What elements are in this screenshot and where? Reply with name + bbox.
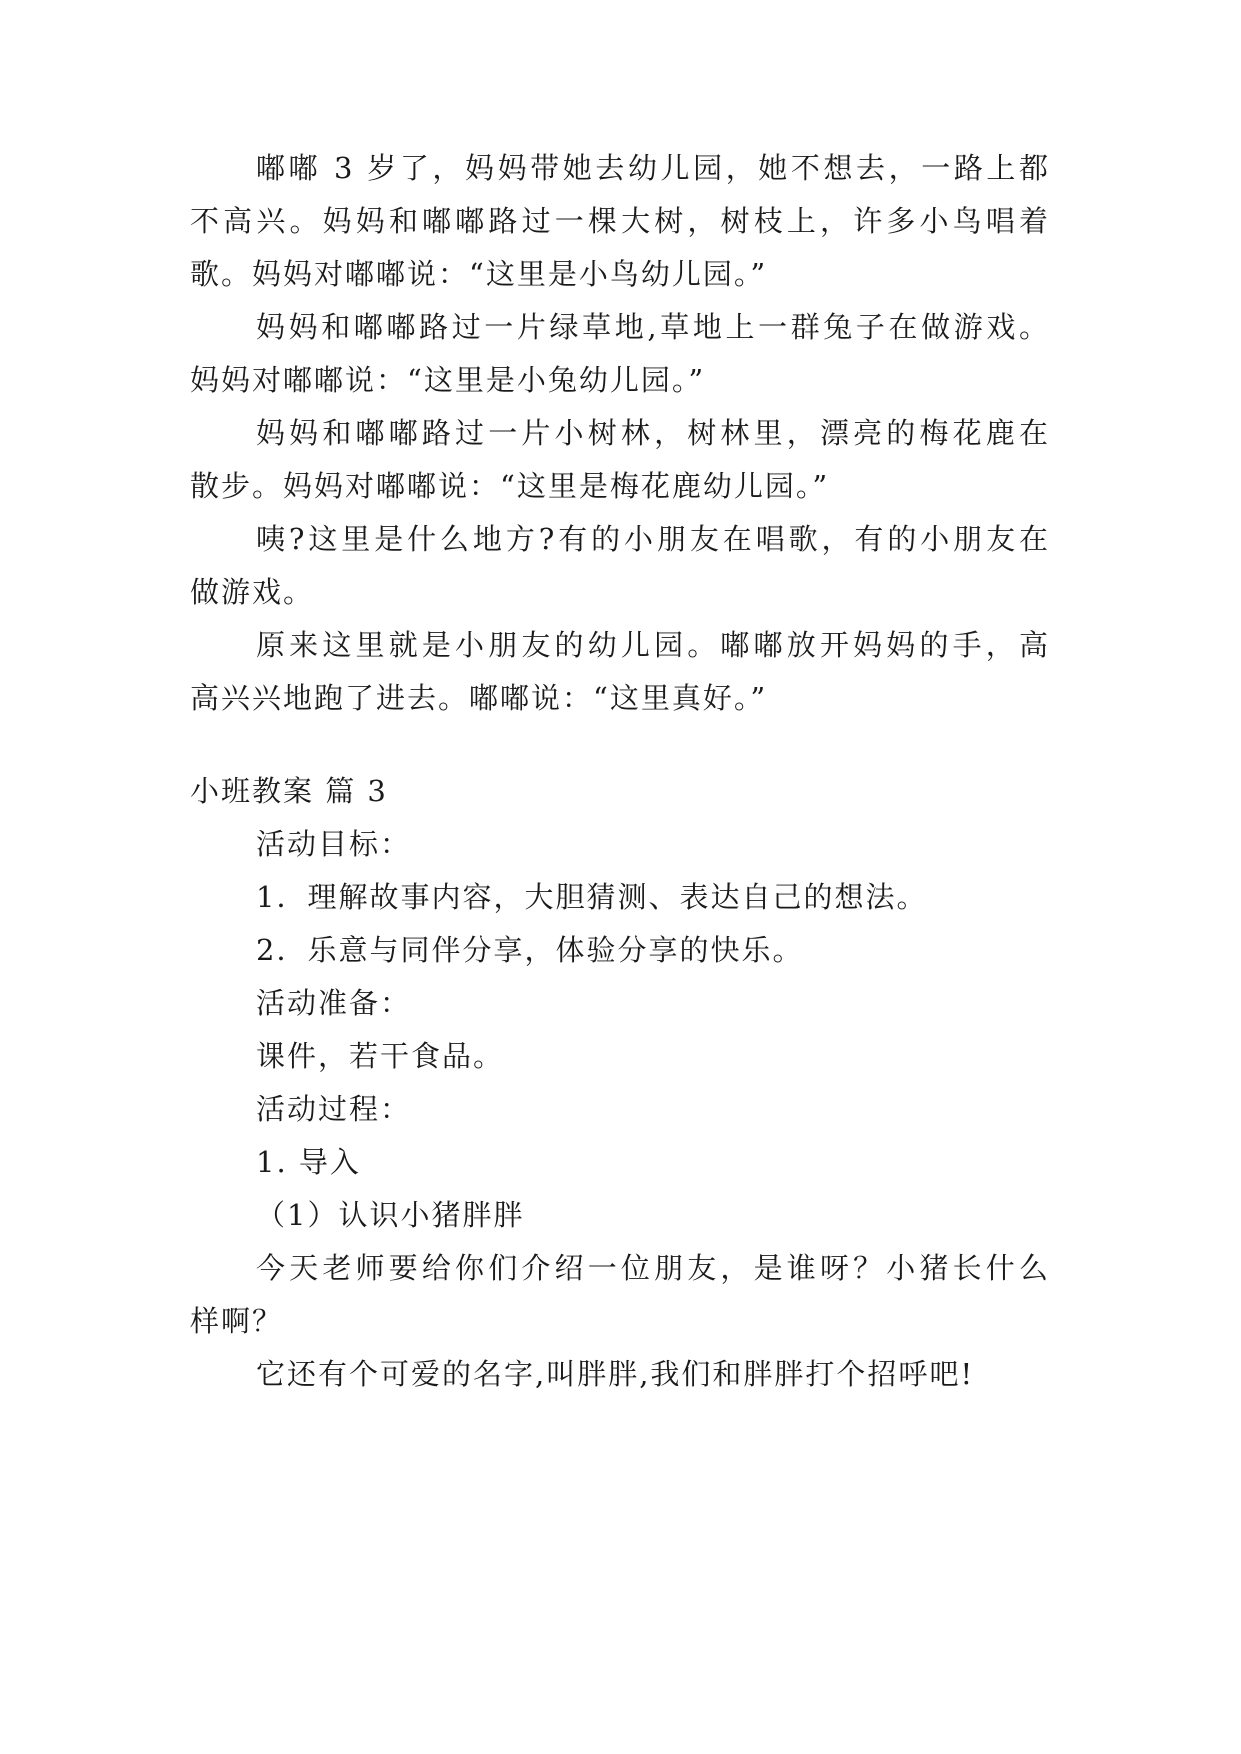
story-line-4: 妈妈和嘟嘟路过一片绿草地,草地上一群兔子在做游戏。 — [256, 310, 1050, 344]
prep-text: 课件，若干食品。 — [256, 1039, 505, 1073]
story-line-11: 高兴兴地跑了进去。嘟嘟说：“这里真好。” — [190, 681, 768, 715]
paragraph-1-line-1: 今天老师要给你们介绍一位朋友，是谁呀？小猪长什么 — [256, 1251, 1050, 1285]
story-line-3: 歌。妈妈对嘟嘟说：“这里是小鸟幼儿园。” — [190, 257, 768, 291]
story-line-1: 嘟嘟 3 岁了，妈妈带她去幼儿园，她不想去，一路上都 — [256, 151, 1050, 185]
paragraph-2: 它还有个可爱的名字,叫胖胖,我们和胖胖打个招呼吧! — [256, 1357, 975, 1391]
prep-heading: 活动准备： — [256, 986, 412, 1020]
story-line-5: 妈妈对嘟嘟说：“这里是小兔幼儿园。” — [190, 363, 706, 397]
paragraph-1-line-2: 样啊？ — [190, 1304, 284, 1338]
process-heading: 活动过程： — [256, 1092, 412, 1126]
story-line-10: 原来这里就是小朋友的幼儿园。嘟嘟放开妈妈的手，高 — [256, 628, 1050, 662]
step-1-heading: 1. 导入 — [256, 1145, 361, 1179]
step-1-subheading: （1）认识小猪胖胖 — [256, 1198, 525, 1232]
story-line-9: 做游戏。 — [190, 575, 315, 609]
story-line-2: 不高兴。妈妈和嘟嘟路过一棵大树，树枝上，许多小鸟唱着 — [190, 204, 1050, 238]
story-line-8: 咦?这里是什么地方?有的小朋友在唱歌，有的小朋友在 — [256, 522, 1050, 556]
story-line-6: 妈妈和嘟嘟路过一片小树林，树林里，漂亮的梅花鹿在 — [256, 416, 1050, 450]
goal-item-1: 1．理解故事内容，大胆猜测、表达自己的想法。 — [256, 880, 928, 914]
goals-heading: 活动目标： — [256, 827, 412, 861]
story-line-7: 散步。妈妈对嘟嘟说：“这里是梅花鹿幼儿园。” — [190, 469, 830, 503]
goal-item-2: 2．乐意与同伴分享，体验分享的快乐。 — [256, 933, 804, 967]
section-title: 小班教案 篇 3 — [190, 774, 388, 808]
